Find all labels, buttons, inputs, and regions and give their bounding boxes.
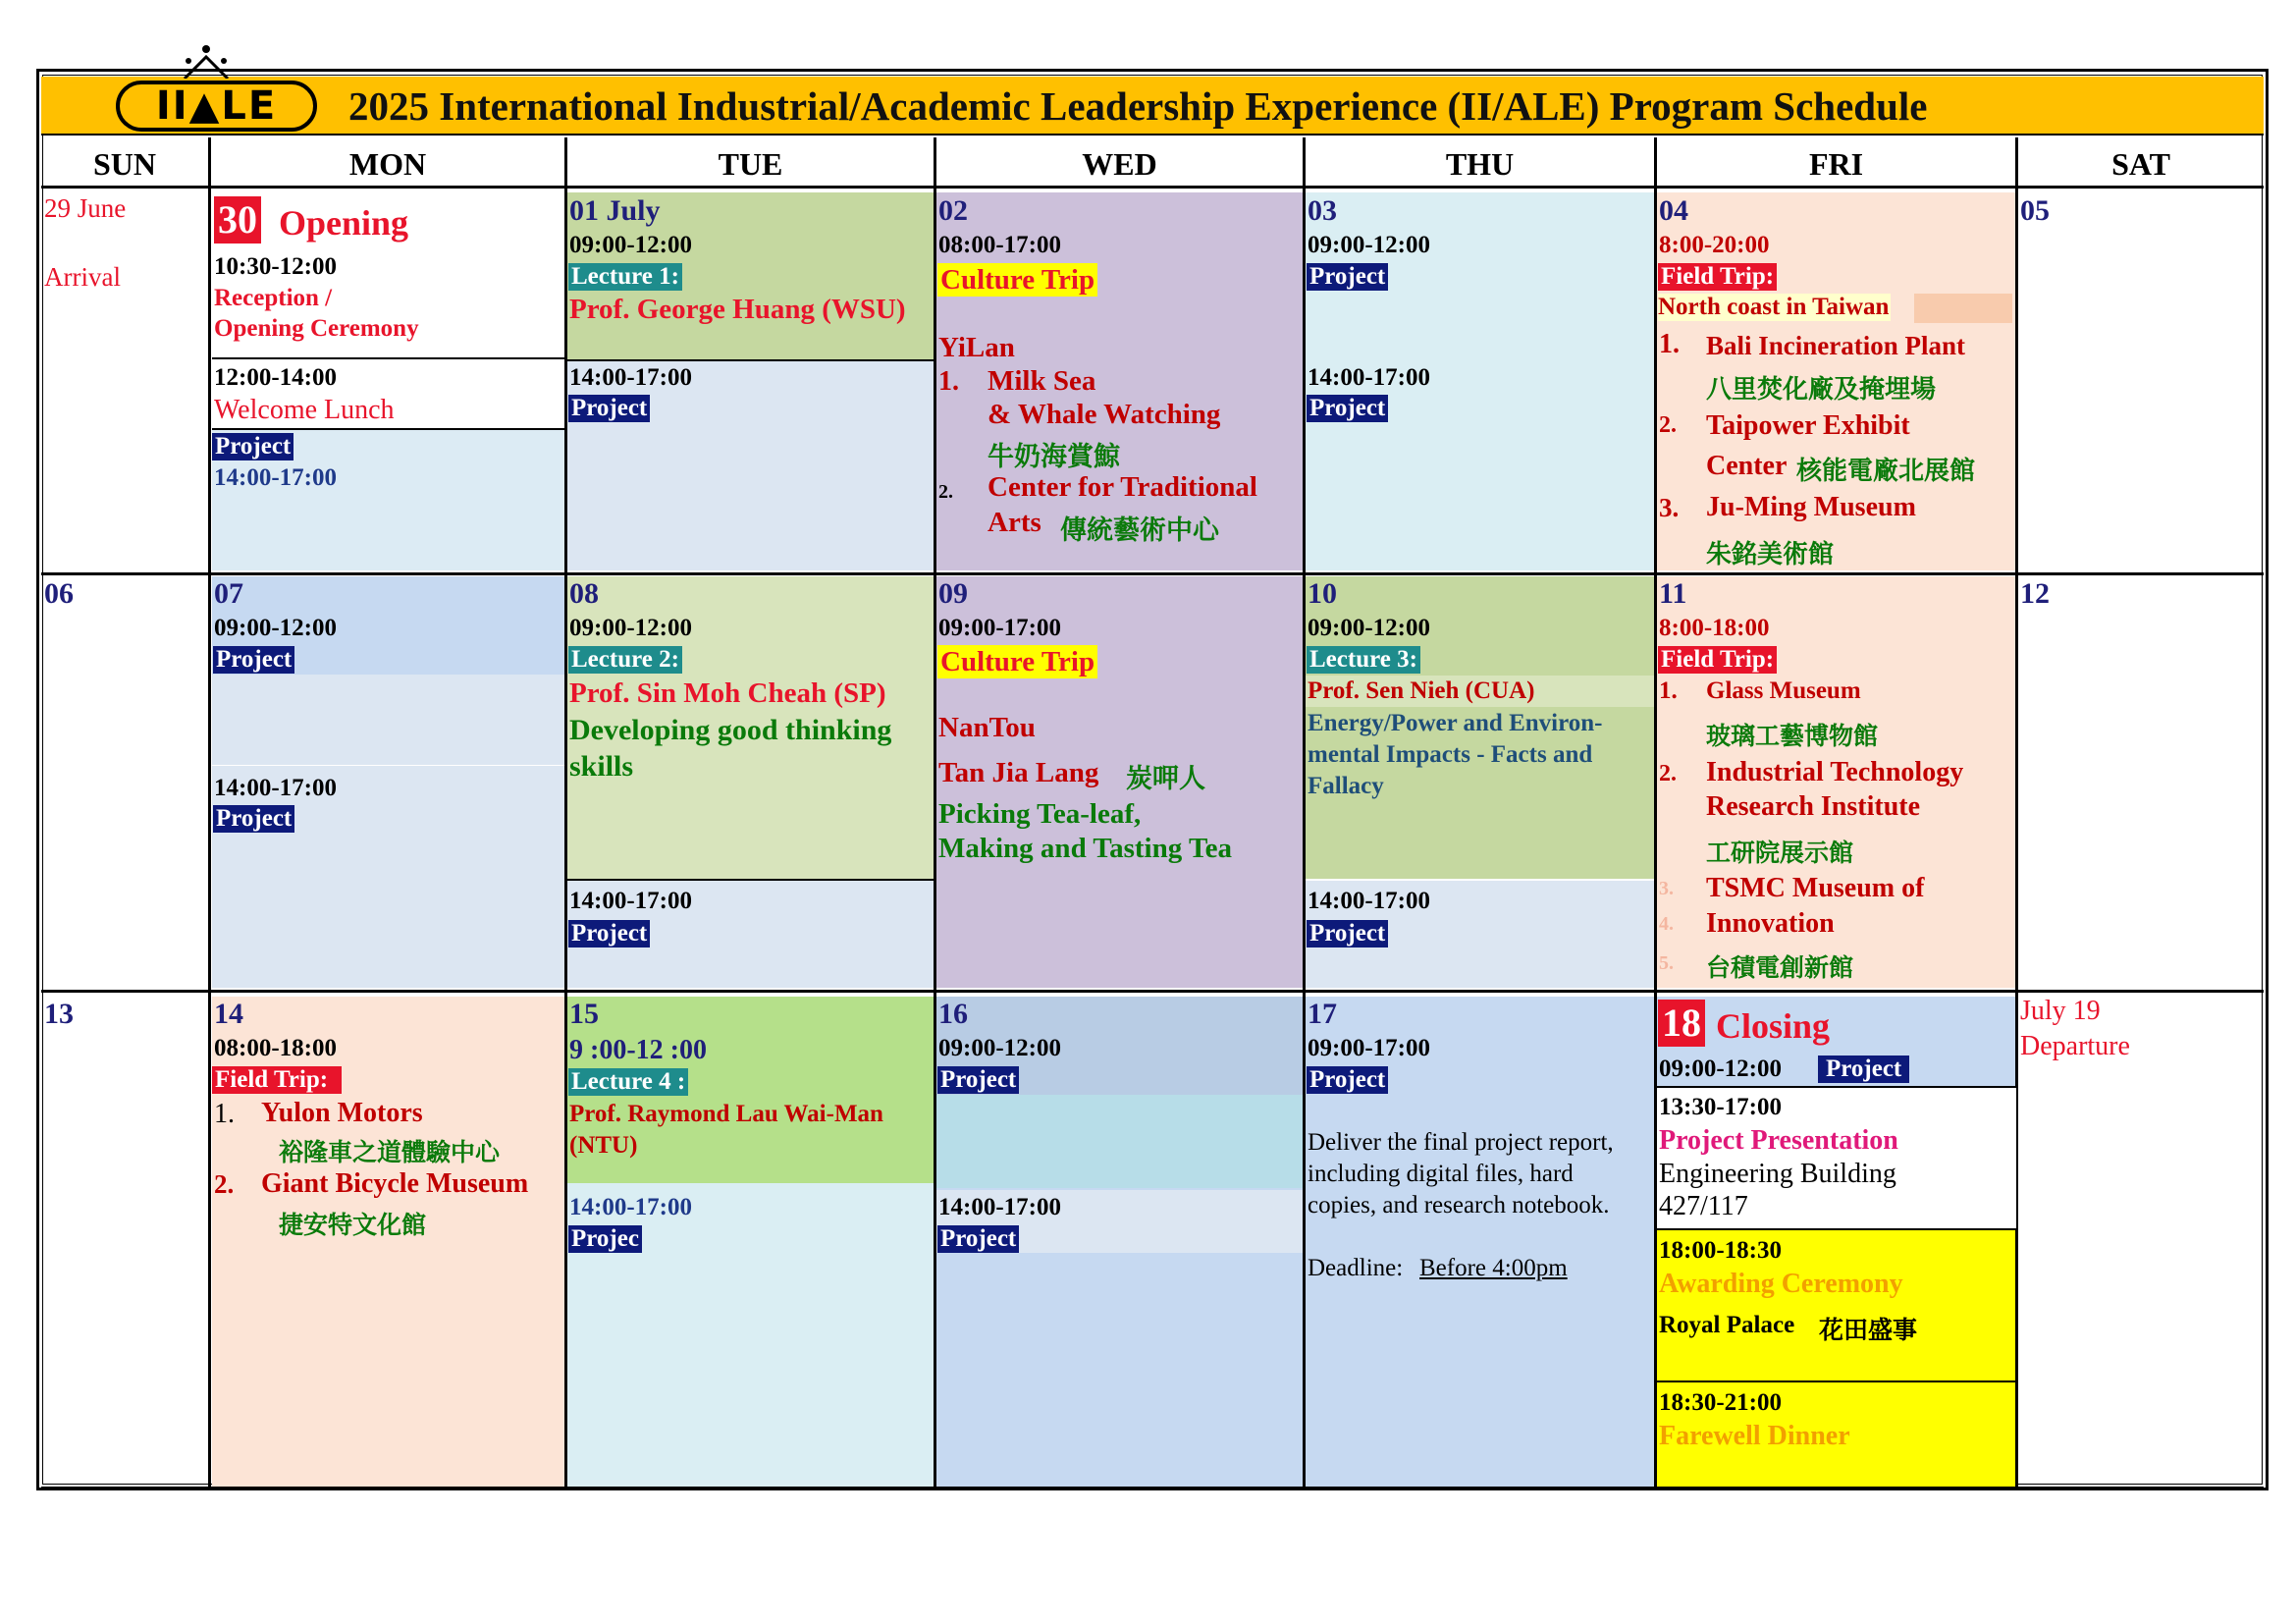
w2-fri-i2a: Industrial Technology: [1706, 757, 1964, 787]
w3-fri-hline3: [1657, 1380, 2016, 1382]
w2-tue-speaker: Prof. Sin Moh Cheah (SP): [569, 677, 886, 709]
w1-mon-hline2: [212, 428, 564, 430]
logo-crown-icon: [177, 45, 236, 79]
w1-tue-pm-block: [567, 361, 934, 570]
w3-thu-d3: copies, and research notebook.: [1308, 1192, 1610, 1218]
w1-sat-date: 05: [2020, 194, 2050, 227]
w1-tue-time1: 09:00-12:00: [569, 232, 692, 258]
w3-fri-loc3: Royal Palace: [1659, 1312, 1795, 1338]
w2-wed-culture-tag: Culture Trip: [937, 645, 1097, 678]
w3-fri-time4: 18:30-21:00: [1659, 1389, 1782, 1416]
w1-mon-project-tag: Project: [212, 433, 294, 460]
w2-tue-time2: 14:00-17:00: [569, 888, 692, 914]
w2-fri-i1a: Glass Museum: [1706, 677, 1861, 704]
day-header-mon: MON: [211, 137, 564, 189]
w3-fri-time2: 13:30-17:00: [1659, 1094, 1782, 1120]
w3-mon-i1b: 裕隆車之道體驗中心: [279, 1138, 501, 1166]
w2-fri-date: 11: [1659, 577, 1687, 610]
w2-mon-mid-block: [212, 675, 564, 765]
w1-wed-i2a: Center for Traditional: [988, 471, 1257, 503]
w3-wed-time1: 09:00-12:00: [938, 1035, 1061, 1061]
w1-mon-date: 30: [214, 196, 261, 244]
w3-fri-ev1: Project Presentation: [1659, 1125, 1898, 1156]
w3-fri-date: 18: [1658, 1000, 1705, 1047]
w1-mon-ev2: Opening Ceremony: [214, 315, 419, 342]
w2-mon-date: 07: [214, 577, 243, 610]
w3-thu-deadline-label: Deadline:: [1308, 1255, 1404, 1281]
w1-thu-time1: 09:00-12:00: [1308, 232, 1430, 258]
w2-fri-i3a: TSMC Museum of: [1706, 873, 1925, 903]
grid-vline-6: [2015, 137, 2018, 1488]
w3-thu-d1: Deliver the final project report,: [1308, 1129, 1614, 1156]
w3-sat-date: July 19: [2020, 996, 2101, 1026]
w3-wed-date: 16: [938, 998, 968, 1030]
w3-sat-note: Departure: [2020, 1031, 2130, 1061]
w1-mon-hline1: [212, 357, 564, 359]
grid-vline-4: [1303, 137, 1306, 1488]
w1-sun-note: Arrival: [44, 262, 121, 292]
grid-hline-week1: [41, 572, 2264, 575]
w2-thu-speaker: Prof. Sen Nieh (CUA): [1308, 677, 1535, 704]
day-header-sun: SUN: [41, 137, 208, 189]
w3-thu-time1: 09:00-17:00: [1308, 1035, 1430, 1061]
w3-fri-ev3: Farewell Dinner: [1659, 1421, 1850, 1451]
grid-vline-2: [564, 137, 567, 1488]
w2-fri-n2: 2.: [1659, 761, 1677, 786]
w1-fri-n3: 3.: [1659, 493, 1680, 522]
w2-tue-lecture-tag: Lecture 2:: [568, 646, 682, 674]
w2-thu-time1: 09:00-12:00: [1308, 615, 1430, 641]
w1-thu-project-tag1: Project: [1307, 263, 1388, 291]
w2-thu-time2: 14:00-17:00: [1308, 888, 1430, 914]
w3-mon-field-tag: Field Trip:: [212, 1066, 342, 1094]
w3-tue-date: 15: [569, 998, 599, 1030]
w2-wed-i2b: Making and Tasting Tea: [938, 833, 1233, 864]
w2-fri-i2b: Research Institute: [1706, 791, 1921, 822]
w3-mon-i2a: Giant Bicycle Museum: [261, 1168, 529, 1199]
w1-fri-n1: 1.: [1659, 329, 1680, 359]
w3-thu-project-tag: Project: [1307, 1066, 1388, 1094]
w1-wed-place: YiLan: [938, 332, 1015, 363]
w3-mon-i2b: 捷安特文化館: [279, 1211, 427, 1239]
w3-mon-i1a: Yulon Motors: [261, 1098, 423, 1128]
w1-fri-i3b: 朱銘美術館: [1706, 540, 1835, 569]
w1-mon-time1: 10:30-12:00: [214, 253, 337, 280]
w1-fri-i1a: Bali Incineration Plant: [1706, 331, 1966, 360]
w2-sat-date: 12: [2020, 577, 2050, 610]
w1-tue-date: 01 July: [569, 194, 661, 227]
w3-wed-mid-block: [936, 1095, 1303, 1188]
w3-sun-date: 13: [44, 998, 74, 1030]
w2-fri-i1b: 玻璃工藝博物館: [1706, 722, 1879, 750]
w1-mon-time3: 14:00-17:00: [214, 464, 337, 491]
w3-wed-project-tag1: Project: [937, 1066, 1019, 1094]
w1-wed-date: 02: [938, 194, 968, 227]
grid-hline-bottom: [41, 1487, 2264, 1489]
day-header-sat: SAT: [2018, 137, 2264, 189]
w3-mon-date: 14: [214, 998, 243, 1030]
w1-mon-time2: 12:00-14:00: [214, 364, 337, 391]
w1-tue-lecture-tag: Lecture 1:: [568, 263, 682, 291]
w1-mon-ev3: Welcome Lunch: [214, 395, 395, 425]
w2-wed-time1: 09:00-17:00: [938, 615, 1061, 641]
w3-mon-n2: 2.: [214, 1169, 235, 1199]
w2-thu-topic3: Fallacy: [1308, 773, 1384, 799]
w3-mon-time1: 08:00-18:00: [214, 1035, 337, 1061]
w3-tue-time2: 14:00-17:00: [569, 1194, 692, 1220]
w2-fri-i3c: 台積電創新館: [1706, 953, 1854, 982]
w3-fri-project-tag: Project: [1818, 1056, 1909, 1083]
w2-tue-topic1: Developing good thinking: [569, 714, 892, 746]
w2-thu-date: 10: [1308, 577, 1337, 610]
grid-vline-5: [1654, 137, 1657, 1488]
w1-fri-place-shade: [1914, 294, 2012, 323]
w1-wed-i1a: Milk Sea: [988, 365, 1096, 397]
w1-wed-i1b: & Whale Watching: [988, 399, 1221, 430]
w2-fri-n4: 4.: [1659, 913, 1674, 935]
w2-sun-date: 06: [44, 577, 74, 610]
w2-wed-i2a: Picking Tea-leaf,: [938, 798, 1142, 830]
w1-mon-title: Opening: [279, 203, 409, 243]
day-header-wed: WED: [936, 137, 1303, 189]
w3-mon-n1: 1.: [214, 1099, 235, 1129]
w1-tue-time2: 14:00-17:00: [569, 364, 692, 391]
w1-fri-field-tag: Field Trip:: [1658, 263, 1777, 291]
w2-thu-topic2: mental Impacts - Facts and: [1308, 741, 1593, 768]
w1-fri-place: North coast in Taiwan: [1658, 294, 1890, 320]
w3-fri-loc1: Engineering Building: [1659, 1159, 1896, 1189]
w2-mon-time2: 14:00-17:00: [214, 775, 337, 801]
w1-tue-project-tag: Project: [568, 395, 650, 422]
w2-thu-topic1: Energy/Power and Environ-: [1308, 710, 1603, 736]
grid-hline-week2: [41, 990, 2264, 993]
w3-fri-loc2: 427/117: [1659, 1191, 1748, 1221]
w2-tue-time1: 09:00-12:00: [569, 615, 692, 641]
w3-fri-ev2: Awarding Ceremony: [1659, 1269, 1903, 1299]
w2-fri-field-tag: Field Trip:: [1658, 646, 1777, 674]
w1-mon-ev1: Reception /: [214, 285, 333, 311]
w1-fri-n2: 2.: [1659, 412, 1677, 438]
w2-mon-project-tag1: Project: [213, 646, 294, 674]
w1-wed-time1: 08:00-17:00: [938, 232, 1061, 258]
grid-vline-3: [934, 137, 936, 1488]
w1-wed-i1c: 牛奶海賞鯨: [988, 442, 1120, 472]
w1-fri-i2a: Taipower Exhibit: [1706, 410, 1910, 441]
w3-fri-time1: 09:00-12:00: [1659, 1056, 1782, 1082]
w1-wed-n2: 2.: [938, 481, 953, 503]
w2-thu-project-tag: Project: [1307, 920, 1388, 947]
w3-wed-time2: 14:00-17:00: [938, 1194, 1061, 1220]
w3-fri-loc3-cjk: 花田盛事: [1819, 1316, 1918, 1344]
w2-wed-i1a: Tan Jia Lang: [938, 757, 1099, 788]
w1-tue-speaker: Prof. George Huang (WSU): [569, 294, 906, 325]
w1-fri-i2c: 核能電廠北展館: [1796, 457, 1976, 486]
w3-tue-time1: 9 :00-12 :00: [569, 1035, 707, 1065]
w2-fri-n1: 1.: [1659, 677, 1678, 704]
w2-wed-date: 09: [938, 577, 968, 610]
w1-sun-date: 29 June: [44, 193, 127, 223]
w3-thu-d2: including digital files, hard: [1308, 1161, 1574, 1187]
w3-tue-speaker2: (NTU): [569, 1132, 638, 1159]
w2-fri-n5: 5.: [1659, 952, 1674, 974]
w2-thu-lecture-tag: Lecture 3:: [1307, 646, 1420, 674]
w2-tue-date: 08: [569, 577, 599, 610]
w1-thu-date: 03: [1308, 194, 1337, 227]
w3-tue-lecture-tag: Lecture 4 :: [568, 1068, 688, 1096]
grid-vline-1: [208, 137, 211, 1488]
w1-wed-n1: 1.: [938, 366, 959, 397]
w3-wed-project-tag2: Project: [937, 1225, 1019, 1253]
w1-wed-i2b: Arts: [988, 507, 1041, 538]
page-title: 2025 International Industrial/Academic Leadership Experience (II/ALE) Program Schedule: [348, 83, 1928, 129]
w1-thu-project-tag2: Project: [1307, 395, 1388, 422]
w2-fri-n3: 3.: [1659, 878, 1674, 899]
w2-fri-i2c: 工研院展示館: [1706, 839, 1854, 867]
w2-mon-project-tag2: Project: [213, 805, 294, 833]
w1-wed-culture-tag: Culture Trip: [937, 263, 1097, 297]
w1-fri-i3a: Ju-Ming Museum: [1706, 492, 1916, 522]
w3-thu-date: 17: [1308, 998, 1337, 1030]
w2-fri-i3b: Innovation: [1706, 908, 1835, 939]
w1-tue-hline: [567, 359, 934, 361]
iiale-logo: II▲LE: [116, 81, 317, 132]
w3-tue-speaker1: Prof. Raymond Lau Wai-Man: [569, 1101, 883, 1127]
w3-thu-deadline-value: Before 4:00pm: [1419, 1255, 1568, 1281]
w1-fri-date: 04: [1659, 194, 1688, 227]
w3-fri-time3: 18:00-18:30: [1659, 1237, 1782, 1264]
w3-tue-project-tag: Projec: [568, 1225, 642, 1253]
w2-fri-time1: 8:00-18:00: [1659, 615, 1770, 641]
w2-tue-hline: [567, 879, 934, 881]
w2-tue-topic2: skills: [569, 750, 634, 783]
w2-mon-time1: 09:00-12:00: [214, 615, 337, 641]
day-header-thu: THU: [1306, 137, 1654, 189]
w2-tue-project-tag: Project: [568, 920, 650, 947]
w1-fri-time1: 8:00-20:00: [1659, 232, 1770, 258]
w2-wed-place: NanTou: [938, 712, 1036, 743]
day-header-tue: TUE: [567, 137, 934, 189]
w2-wed-i1b: 炭呷人: [1126, 764, 1205, 794]
w1-fri-i1b: 八里焚化廠及掩埋場: [1706, 375, 1937, 405]
w1-wed-i2c: 傳統藝術中心: [1060, 515, 1219, 546]
w1-fri-i2b: Center: [1706, 451, 1788, 481]
w1-thu-time2: 14:00-17:00: [1308, 364, 1430, 391]
w3-fri-title: Closing: [1716, 1006, 1831, 1046]
day-header-fri: FRI: [1657, 137, 2015, 189]
